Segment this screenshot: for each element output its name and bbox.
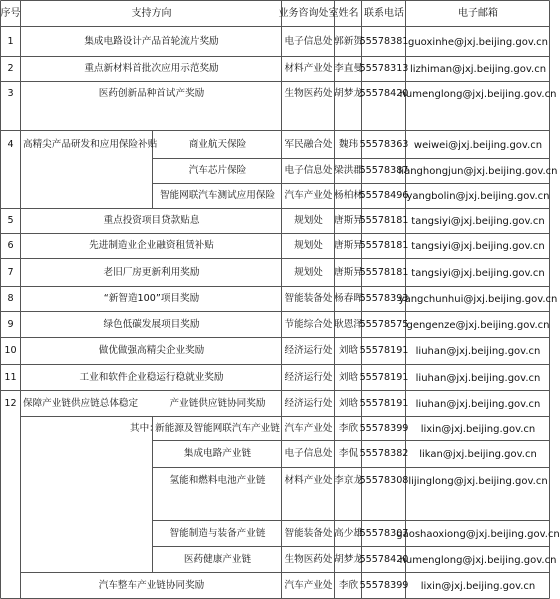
row-12-last-name: 李欣 bbox=[338, 579, 359, 591]
row-12-last-office: 汽车产业处 bbox=[284, 579, 333, 591]
row-7-office: 规划处 bbox=[294, 266, 323, 278]
row-9-direction: 绿色低碳发展项目奖励 bbox=[103, 318, 200, 330]
row-4-sub-1-name: 魏玮 bbox=[338, 138, 359, 150]
row-12-main-email[interactable]: liuhan@jxj.beijing.gov.cn bbox=[415, 398, 541, 410]
row-2-email[interactable]: lizhiman@jxj.beijing.gov.cn bbox=[409, 64, 547, 75]
row-10-phone: 55578191 bbox=[359, 345, 409, 357]
row-12-among-label: 其中： bbox=[130, 422, 159, 434]
chain-1-name: 李欣 bbox=[338, 422, 359, 434]
row-12-last-phone: 55578399 bbox=[359, 579, 409, 591]
row-10-seq: 10 bbox=[4, 345, 17, 357]
row-8-email[interactable]: yangchunhui@jxj.beijing.gov.cn bbox=[398, 294, 558, 305]
chain-2-phone: 55578382 bbox=[359, 448, 409, 460]
row-6-email[interactable]: tangsiyi@jxj.beijing.gov.cn bbox=[411, 241, 545, 252]
row-12-seq: 12 bbox=[4, 397, 17, 409]
chain-1-phone: 55578399 bbox=[359, 422, 409, 434]
row-1-phone: 55578381 bbox=[359, 35, 409, 47]
chain-4-phone: 55578307 bbox=[359, 527, 409, 539]
row-4-sub-3-name: 杨柏林 bbox=[334, 190, 363, 202]
row-4-sub-2-label: 汽车芯片保险 bbox=[188, 165, 247, 177]
row-2-office: 材料产业处 bbox=[284, 63, 333, 75]
chain-5-phone: 55578420 bbox=[359, 553, 409, 565]
row-9-office: 节能综合处 bbox=[284, 318, 333, 330]
row-4-sub-2-phone: 55578387 bbox=[359, 165, 409, 177]
chain-4-label: 智能制造与装备产业链 bbox=[169, 527, 266, 539]
row-4-sub-2-office: 电子信息处 bbox=[284, 165, 333, 177]
row-11-direction: 工业和软件企业稳运行稳就业奖励 bbox=[79, 371, 224, 383]
row-11-seq: 11 bbox=[4, 371, 17, 383]
row-3-phone: 55578420 bbox=[359, 88, 409, 100]
row-10-email[interactable]: liuhan@jxj.beijing.gov.cn bbox=[415, 346, 541, 357]
chain-5-name: 胡梦龙 bbox=[334, 553, 363, 565]
row-12-main-name: 刘晗 bbox=[338, 397, 359, 409]
chain-3-phone: 55578308 bbox=[359, 475, 409, 487]
row-7-phone: 55578181 bbox=[359, 266, 409, 278]
chain-3-email[interactable]: lijinglong@jxj.beijing.gov.cn bbox=[408, 476, 548, 487]
row-11-phone: 55578191 bbox=[359, 371, 409, 383]
row-12-last-email[interactable]: lixin@jxj.beijing.gov.cn bbox=[420, 580, 536, 592]
row-1-email[interactable]: guoxinhe@jxj.beijing.gov.cn bbox=[408, 36, 548, 48]
chain-2-email[interactable]: likan@jxj.beijing.gov.cn bbox=[419, 449, 537, 460]
chain-5-office: 生物医药处 bbox=[284, 553, 333, 565]
row-2-direction: 重点新材料首批次应用示范奖励 bbox=[84, 63, 219, 75]
row-2-phone: 55578313 bbox=[359, 63, 409, 75]
row-4-sub-1-email[interactable]: weiwei@jxj.beijing.gov.cn bbox=[413, 139, 543, 151]
row-8-office: 智能装备处 bbox=[284, 293, 333, 305]
row-10-name: 刘晗 bbox=[338, 345, 359, 357]
row-12-main-phone: 55578191 bbox=[359, 397, 409, 409]
row-4-sub-3-label: 智能网联汽车测试应用保险 bbox=[159, 190, 276, 202]
row-12-main-office: 经济运行处 bbox=[284, 397, 333, 409]
row-6-phone: 55578181 bbox=[359, 240, 409, 252]
row-4-sub-3-phone: 55578496 bbox=[359, 190, 409, 202]
row-4-sub-3-office: 汽车产业处 bbox=[284, 190, 333, 202]
row-9-seq: 9 bbox=[7, 318, 14, 330]
row-12-direction: 保障产业链供应链总体稳定 bbox=[23, 397, 139, 409]
row-6-name: 唐斯异 bbox=[334, 240, 363, 252]
row-7-direction: 老旧厂房更新利用奖励 bbox=[103, 266, 200, 278]
row-6-seq: 6 bbox=[7, 240, 14, 252]
row-3-direction: 医药创新品种首试产奖励 bbox=[98, 88, 205, 100]
row-8-seq: 8 bbox=[7, 293, 14, 305]
row-10-office: 经济运行处 bbox=[284, 345, 333, 357]
row-4-sub-1-label: 商业航天保险 bbox=[188, 138, 247, 150]
row-9-name: 耿恩泽 bbox=[334, 318, 363, 330]
row-6-office: 规划处 bbox=[294, 240, 323, 252]
chain-1-label: 新能源及智能网联汽车产业链 bbox=[155, 422, 280, 434]
chain-3-office: 材料产业处 bbox=[284, 475, 333, 487]
chain-2-label: 集成电路产业链 bbox=[183, 448, 252, 460]
chain-5-email[interactable]: humenglong@jxj.beijing.gov.cn bbox=[399, 554, 557, 566]
row-11-email[interactable]: liuhan@jxj.beijing.gov.cn bbox=[415, 372, 541, 384]
row-5-direction: 重点投资项目贷款贴息 bbox=[103, 215, 200, 227]
row-5-email[interactable]: tangsiyi@jxj.beijing.gov.cn bbox=[411, 216, 545, 227]
row-5-name: 唐斯异 bbox=[334, 215, 363, 227]
row-11-office: 经济运行处 bbox=[284, 371, 333, 383]
row-2-name: 李直曼 bbox=[334, 63, 363, 75]
row-7-email[interactable]: tangsiyi@jxj.beijing.gov.cn bbox=[411, 267, 545, 279]
row-5-phone: 55578181 bbox=[359, 215, 409, 227]
header-name: 姓名 bbox=[338, 8, 359, 19]
row-12-last-label: 汽车整车产业链协同奖励 bbox=[98, 579, 205, 591]
chain-5-label: 医药健康产业链 bbox=[183, 553, 252, 565]
row-3-email[interactable]: humenglong@jxj.beijing.gov.cn bbox=[399, 89, 557, 100]
row-4-sub-1-phone: 55578363 bbox=[359, 138, 409, 150]
row-1-office: 电子信息处 bbox=[284, 35, 333, 47]
row-12-main-label: 产业链供应链协同奖励 bbox=[169, 397, 266, 409]
chain-2-office: 电子信息处 bbox=[284, 448, 333, 460]
chain-1-office: 汽车产业处 bbox=[284, 422, 333, 434]
row-4-sub-3-email[interactable]: yangbolin@jxj.beijing.gov.cn bbox=[406, 191, 550, 202]
row-2-seq: 2 bbox=[7, 63, 14, 75]
chain-3-name: 李京龙 bbox=[334, 475, 363, 487]
chain-3-label: 氢能和燃料电池产业链 bbox=[169, 475, 266, 487]
chain-2-name: 李侃 bbox=[338, 448, 359, 460]
row-4-direction: 高精尖产品研发和应用保险补贴 bbox=[23, 138, 158, 150]
row-4-sub-2-name: 梁洪郡 bbox=[334, 165, 363, 177]
row-6-direction: 先进制造业企业融资租赁补贴 bbox=[89, 240, 214, 252]
row-9-phone: 55578575 bbox=[359, 318, 409, 330]
row-7-seq: 7 bbox=[7, 266, 14, 278]
row-10-direction: 做优做强高精尖企业奖励 bbox=[98, 345, 205, 357]
chain-1-email[interactable]: lixin@jxj.beijing.gov.cn bbox=[420, 423, 536, 435]
header-office: 业务咨询处室 bbox=[278, 8, 339, 19]
row-8-name: 杨春晖 bbox=[334, 293, 363, 305]
chain-4-email[interactable]: gaoshaoxiong@jxj.beijing.gov.cn bbox=[396, 528, 560, 540]
row-4-seq: 4 bbox=[7, 138, 14, 150]
row-1-name: 郭新贺 bbox=[334, 35, 363, 47]
row-4-sub-2-email[interactable]: lianghongjun@jxj.beijing.gov.cn bbox=[398, 166, 558, 177]
row-5-office: 规划处 bbox=[294, 215, 323, 227]
row-8-phone: 55578393 bbox=[359, 293, 409, 305]
row-5-seq: 5 bbox=[7, 215, 14, 227]
row-9-email[interactable]: gengenze@jxj.beijing.gov.cn bbox=[406, 319, 550, 331]
header-phone: 联系电话 bbox=[364, 8, 404, 19]
row-3-seq: 3 bbox=[7, 88, 14, 100]
row-3-office: 生物医药处 bbox=[284, 88, 333, 100]
chain-4-office: 智能装备处 bbox=[284, 527, 333, 539]
header-email: 电子邮箱 bbox=[458, 8, 498, 19]
row-8-direction: “新智造100”项目奖励 bbox=[103, 293, 200, 305]
row-7-name: 唐斯异 bbox=[334, 266, 363, 278]
row-4-sub-1-office: 军民融合处 bbox=[284, 138, 333, 150]
row-1-direction: 集成电路设计产品首轮流片奖励 bbox=[84, 35, 219, 47]
row-1-seq: 1 bbox=[7, 35, 14, 47]
row-11-name: 刘晗 bbox=[338, 371, 359, 383]
row-3-name: 胡梦龙 bbox=[334, 88, 363, 100]
header-direction: 支持方向 bbox=[131, 8, 172, 19]
header-seq: 序号 bbox=[0, 8, 21, 19]
chain-4-name: 高少雄 bbox=[334, 527, 363, 539]
